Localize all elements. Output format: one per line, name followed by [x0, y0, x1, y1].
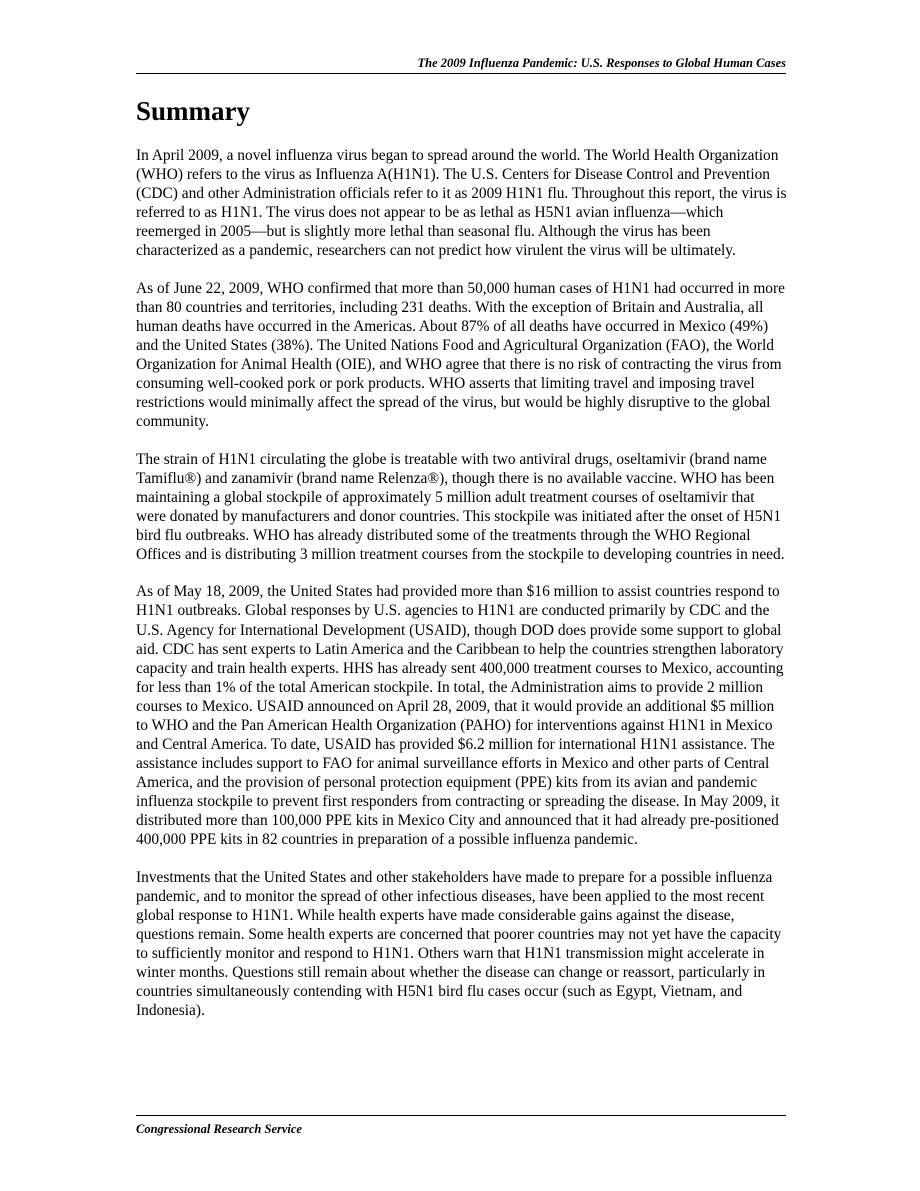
summary-paragraph: As of May 18, 2009, the United States had provided more than $16 million to assist countries respond to H1N1 outbreaks. Global responses by U.S. agencies to H1N1 are conducted primarily by CDC and the U.S. Agency for International Development (USAID), though DOD does provide some support to global aid. CDC has sent experts to Latin America and the Caribbean to help the countries strengthen laboratory capacity and train health experts. HHS has already sent 400,000 treatment courses to Mexico, accounting for less than 1% of the total American stockpile. In total, the Administration aims to provide 2 million courses to Mexico. USAID announced on April 28, 2009, that it would provide an additional $5 million to WHO and the Pan American Health Organization (PAHO) for interventions against H1N1 in Mexico and Central America. To date, USAID has provided $6.2 million for international H1N1 assistance. The assistance includes support to FAO for animal surveillance efforts in Mexico and other parts of Central America, and the provision of personal protection equipment (PPE) kits from its avian and pandemic influenza stockpile to prevent first responders from contracting or spreading the disease. In May 2009, it distributed more than 100,000 PPE kits in Mexico City and announced that it had already pre-positioned 400,000 PPE kits in 82 countries in preparation of a possible influenza pandemic. [136, 583, 784, 849]
page-header [136, 55, 786, 74]
running-title: The 2009 Influenza Pandemic: U.S. Responses to Global Human Cases [417, 56, 786, 70]
summary-paragraph: The strain of H1N1 circulating the globe is treatable with two antiviral drugs, oseltamivir (brand name Tamiflu®) and zanamivir (brand name Relenza®), though there is no available vaccine. WHO has been maintaining a global stockpile of approximately 5 million adult treatment courses of oseltamivir that were donated by manufacturers and donor countries. This stockpile was initiated after the onset of H5N1 bird flu outbreaks. WHO has already distributed some of the treatments through the WHO Regional Offices and is distributing 3 million treatment courses from the stockpile to developing countries in need. [136, 450, 785, 563]
footer-source: Congressional Research Service [136, 1122, 302, 1136]
summary-paragraph: In April 2009, a novel influenza virus began to spread around the world. The World Health Organization (WHO) refers to the virus as Influenza A(H1N1). The U.S. Centers for Disease Control and Prevention (CDC) and other Administration officials refer to it as 2009 H1N1 flu. Throughout this report, the virus is referred to as H1N1. The virus does not appear to be as lethal as H5N1 avian influenza—which reemerged in 2005—but is slightly more lethal than seasonal flu. Although the virus has been characterized as a pandemic, researchers can not predict how virulent the virus will be ultimately. [136, 147, 787, 260]
section-title: Summary [136, 96, 250, 126]
summary-paragraph: Investments that the United States and other stakeholders have made to prepare for a possible influenza pandemic, and to monitor the spread of other infectious diseases, have been applied to the most recent global response to H1N1. While health experts have made considerable gains against the disease, questions remain. Some health experts are concerned that poorer countries may not yet have the capacity to sufficiently monitor and respond to H1N1. Others warn that H1N1 transmission might accelerate in winter months. Questions still remain about whether the disease can change or reassort, particularly in countries simultaneously contending with H5N1 bird flu cases occur (such as Egypt, Vietnam, and Indonesia). [136, 868, 782, 1019]
summary-paragraph: As of June 22, 2009, WHO confirmed that more than 50,000 human cases of H1N1 had occurred in more than 80 countries and territories, including 231 deaths. With the exception of Britain and Australia, all human deaths have occurred in the Americas. About 87% of all deaths have occurred in Mexico (49%) and the United States (38%). The United Nations Food and Agricultural Organization (FAO), the World Organization for Animal Health (OIE), and WHO agree that there is no risk of contracting the virus from consuming well-cooked pork or pork products. WHO asserts that limiting travel and imposing travel restrictions would minimally affect the spread of the virus, but would be highly disruptive to the global community. [136, 279, 785, 431]
summary-body [136, 146, 788, 1038]
page-footer [136, 1115, 786, 1137]
